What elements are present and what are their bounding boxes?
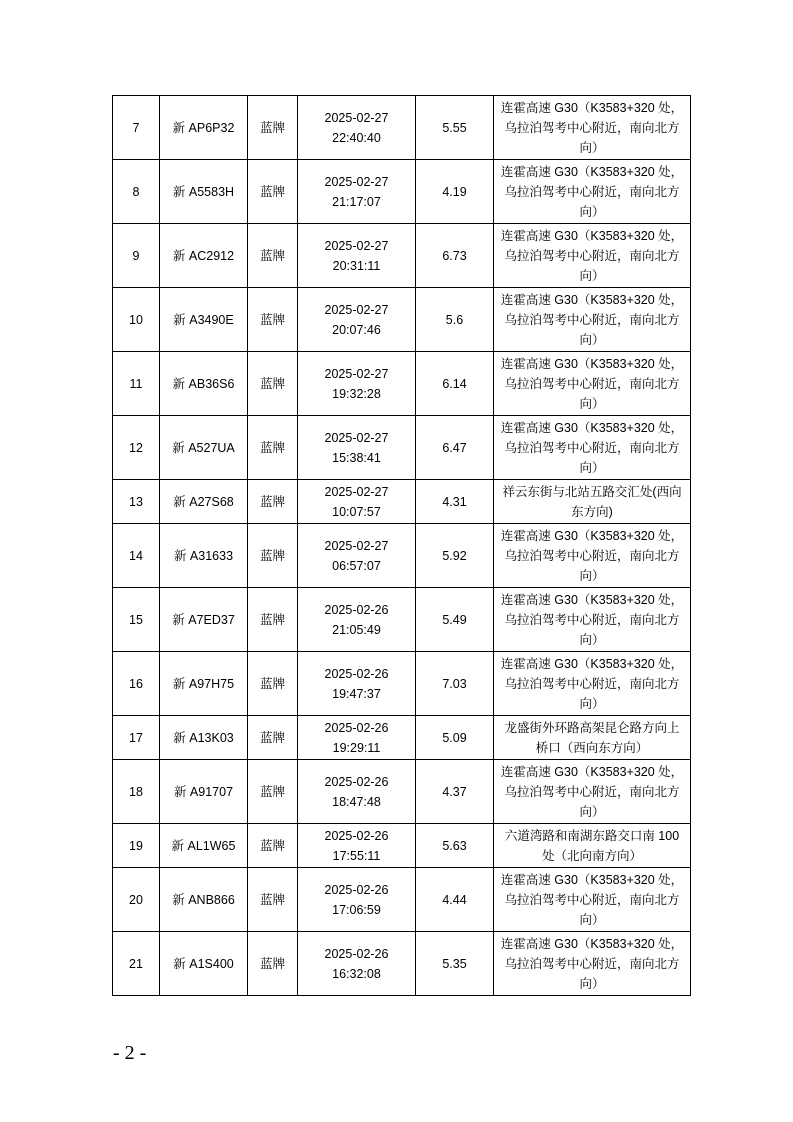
capture-date: 2025-02-26 <box>324 602 389 617</box>
capture-time: 22:40:40 <box>332 130 381 145</box>
location <box>494 716 691 760</box>
location-line: 连霍高速 G30（K3583+320 处， <box>500 592 684 607</box>
capture-time: 20:31:11 <box>332 258 381 273</box>
capture-date: 2025-02-27 <box>324 366 389 381</box>
row-number: 7 <box>113 96 160 160</box>
capture-date: 2025-02-27 <box>324 238 389 253</box>
location-line: 连霍高速 G30（K3583+320 处， <box>500 764 684 779</box>
plate-type: 蓝牌 <box>248 652 298 716</box>
capture-time: 16:32:08 <box>332 966 381 981</box>
location-line: 处（北向南方向） <box>541 848 642 863</box>
location <box>494 652 691 716</box>
location <box>494 760 691 824</box>
capture-datetime <box>298 716 416 760</box>
capture-date: 2025-02-27 <box>324 484 389 499</box>
measured-value: 6.47 <box>416 416 494 480</box>
location-line: 向） <box>579 696 605 711</box>
location <box>494 524 691 588</box>
capture-date: 2025-02-26 <box>324 666 389 681</box>
location <box>494 224 691 288</box>
records-body <box>113 96 691 996</box>
row-number: 9 <box>113 224 160 288</box>
plate-type: 蓝牌 <box>248 932 298 996</box>
location-line: 乌拉泊驾考中心附近，南向北方 <box>504 784 680 799</box>
table-row <box>113 480 691 524</box>
capture-time: 18:47:48 <box>332 794 381 809</box>
measured-value: 4.19 <box>416 160 494 224</box>
location-line: 乌拉泊驾考中心附近，南向北方 <box>504 312 680 327</box>
row-number: 10 <box>113 288 160 352</box>
table-row <box>113 524 691 588</box>
measured-value: 5.49 <box>416 588 494 652</box>
plate-number: 新 A527UA <box>160 416 248 480</box>
location-line: 向） <box>579 568 605 583</box>
capture-time: 19:47:37 <box>332 686 381 701</box>
table-row <box>113 352 691 416</box>
table-row <box>113 932 691 996</box>
capture-datetime <box>298 160 416 224</box>
capture-datetime <box>298 760 416 824</box>
plate-number: 新 A5583H <box>160 160 248 224</box>
measured-value: 5.92 <box>416 524 494 588</box>
location-line: 连霍高速 G30（K3583+320 处， <box>500 356 684 371</box>
capture-datetime <box>298 480 416 524</box>
capture-time: 19:32:28 <box>332 386 381 401</box>
capture-datetime <box>298 824 416 868</box>
capture-datetime <box>298 416 416 480</box>
capture-date: 2025-02-26 <box>324 882 389 897</box>
location-line: 连霍高速 G30（K3583+320 处， <box>500 872 684 887</box>
capture-datetime <box>298 652 416 716</box>
location-line: 连霍高速 G30（K3583+320 处， <box>500 228 684 243</box>
row-number: 8 <box>113 160 160 224</box>
table-row <box>113 288 691 352</box>
capture-time: 06:57:07 <box>332 558 381 573</box>
plate-number: 新 A1S400 <box>160 932 248 996</box>
location-line: 连霍高速 G30（K3583+320 处， <box>500 100 684 115</box>
location <box>494 288 691 352</box>
plate-number: 新 AB36S6 <box>160 352 248 416</box>
plate-type: 蓝牌 <box>248 480 298 524</box>
location-line: 祥云东街与北站五路交汇处(西向 <box>502 484 682 499</box>
plate-number: 新 AC2912 <box>160 224 248 288</box>
table-row <box>113 824 691 868</box>
row-number: 12 <box>113 416 160 480</box>
location-line: 东方向) <box>571 504 613 519</box>
location <box>494 932 691 996</box>
location-line: 乌拉泊驾考中心附近，南向北方 <box>504 248 680 263</box>
row-number: 19 <box>113 824 160 868</box>
plate-type: 蓝牌 <box>248 352 298 416</box>
measured-value: 4.44 <box>416 868 494 932</box>
capture-datetime <box>298 524 416 588</box>
plate-number: 新 ANB866 <box>160 868 248 932</box>
capture-date: 2025-02-27 <box>324 302 389 317</box>
table-row <box>113 588 691 652</box>
capture-datetime <box>298 352 416 416</box>
capture-date: 2025-02-26 <box>324 946 389 961</box>
capture-datetime <box>298 288 416 352</box>
plate-number: 新 A91707 <box>160 760 248 824</box>
table-row <box>113 868 691 932</box>
plate-number: 新 AL1W65 <box>160 824 248 868</box>
plate-type: 蓝牌 <box>248 96 298 160</box>
location-line: 龙盛街外环路高架昆仑路方向上 <box>504 720 680 735</box>
row-number: 20 <box>113 868 160 932</box>
capture-datetime <box>298 96 416 160</box>
plate-type: 蓝牌 <box>248 760 298 824</box>
location <box>494 824 691 868</box>
records-table <box>112 95 691 996</box>
capture-time: 17:55:11 <box>332 848 381 863</box>
plate-number: 新 A13K03 <box>160 716 248 760</box>
table-row <box>113 716 691 760</box>
capture-datetime <box>298 224 416 288</box>
row-number: 17 <box>113 716 160 760</box>
plate-type: 蓝牌 <box>248 416 298 480</box>
plate-number: 新 A97H75 <box>160 652 248 716</box>
location-line: 乌拉泊驾考中心附近，南向北方 <box>504 892 680 907</box>
capture-date: 2025-02-27 <box>324 110 389 125</box>
capture-datetime <box>298 588 416 652</box>
location-line: 乌拉泊驾考中心附近，南向北方 <box>504 376 680 391</box>
capture-time: 15:38:41 <box>332 450 381 465</box>
location <box>494 352 691 416</box>
row-number: 14 <box>113 524 160 588</box>
plate-number: 新 A7ED37 <box>160 588 248 652</box>
measured-value: 6.73 <box>416 224 494 288</box>
measured-value: 4.31 <box>416 480 494 524</box>
table-row <box>113 96 691 160</box>
measured-value: 5.35 <box>416 932 494 996</box>
page-number: - 2 - <box>113 1042 147 1064</box>
location-line: 乌拉泊驾考中心附近，南向北方 <box>504 612 680 627</box>
location <box>494 588 691 652</box>
location-line: 向） <box>579 632 605 647</box>
capture-date: 2025-02-26 <box>324 828 389 843</box>
table-row <box>113 760 691 824</box>
location-line: 向） <box>579 140 605 155</box>
plate-type: 蓝牌 <box>248 224 298 288</box>
measured-value: 5.63 <box>416 824 494 868</box>
plate-number: 新 AP6P32 <box>160 96 248 160</box>
plate-type: 蓝牌 <box>248 160 298 224</box>
capture-time: 20:07:46 <box>332 322 381 337</box>
capture-date: 2025-02-26 <box>324 720 389 735</box>
location-line: 桥口（西向东方向） <box>535 740 649 755</box>
location-line: 连霍高速 G30（K3583+320 处， <box>500 656 684 671</box>
measured-value: 5.6 <box>416 288 494 352</box>
table-row <box>113 652 691 716</box>
location-line: 连霍高速 G30（K3583+320 处， <box>500 164 684 179</box>
location <box>494 160 691 224</box>
plate-type: 蓝牌 <box>248 824 298 868</box>
plate-number: 新 A27S68 <box>160 480 248 524</box>
measured-value: 6.14 <box>416 352 494 416</box>
location-line: 向） <box>579 204 605 219</box>
measured-value: 7.03 <box>416 652 494 716</box>
location-line: 向） <box>579 976 605 991</box>
row-number: 13 <box>113 480 160 524</box>
location-line: 向） <box>579 460 605 475</box>
row-number: 15 <box>113 588 160 652</box>
capture-date: 2025-02-27 <box>324 538 389 553</box>
location <box>494 96 691 160</box>
location-line: 向） <box>579 332 605 347</box>
location-line: 连霍高速 G30（K3583+320 处， <box>500 528 684 543</box>
plate-type: 蓝牌 <box>248 716 298 760</box>
table-row <box>113 416 691 480</box>
plate-type: 蓝牌 <box>248 868 298 932</box>
location-line: 乌拉泊驾考中心附近，南向北方 <box>504 676 680 691</box>
location-line: 乌拉泊驾考中心附近，南向北方 <box>504 120 680 135</box>
location-line: 乌拉泊驾考中心附近，南向北方 <box>504 184 680 199</box>
capture-datetime <box>298 868 416 932</box>
measured-value: 4.37 <box>416 760 494 824</box>
table-row <box>113 160 691 224</box>
location-line: 向） <box>579 396 605 411</box>
capture-time: 19:29:11 <box>332 740 381 755</box>
capture-date: 2025-02-27 <box>324 174 389 189</box>
table-row <box>113 224 691 288</box>
location-line: 向） <box>579 268 605 283</box>
capture-date: 2025-02-27 <box>324 430 389 445</box>
location-line: 连霍高速 G30（K3583+320 处， <box>500 936 684 951</box>
capture-time: 21:17:07 <box>332 194 381 209</box>
location-line: 向） <box>579 804 605 819</box>
row-number: 11 <box>113 352 160 416</box>
location-line: 乌拉泊驾考中心附近，南向北方 <box>504 548 680 563</box>
plate-number: 新 A3490E <box>160 288 248 352</box>
location <box>494 868 691 932</box>
capture-time: 21:05:49 <box>332 622 381 637</box>
location-line: 六道湾路和南湖东路交口南 100 <box>504 828 680 843</box>
location <box>494 416 691 480</box>
location-line: 乌拉泊驾考中心附近，南向北方 <box>504 956 680 971</box>
measured-value: 5.55 <box>416 96 494 160</box>
capture-datetime <box>298 932 416 996</box>
measured-value: 5.09 <box>416 716 494 760</box>
plate-type: 蓝牌 <box>248 524 298 588</box>
location <box>494 480 691 524</box>
row-number: 16 <box>113 652 160 716</box>
location-line: 乌拉泊驾考中心附近，南向北方 <box>504 440 680 455</box>
location-line: 连霍高速 G30（K3583+320 处， <box>500 292 684 307</box>
location-line: 连霍高速 G30（K3583+320 处， <box>500 420 684 435</box>
capture-time: 17:06:59 <box>332 902 381 917</box>
plate-type: 蓝牌 <box>248 288 298 352</box>
capture-date: 2025-02-26 <box>324 774 389 789</box>
capture-time: 10:07:57 <box>332 504 381 519</box>
row-number: 21 <box>113 932 160 996</box>
row-number: 18 <box>113 760 160 824</box>
location-line: 向） <box>579 912 605 927</box>
plate-type: 蓝牌 <box>248 588 298 652</box>
plate-number: 新 A31633 <box>160 524 248 588</box>
